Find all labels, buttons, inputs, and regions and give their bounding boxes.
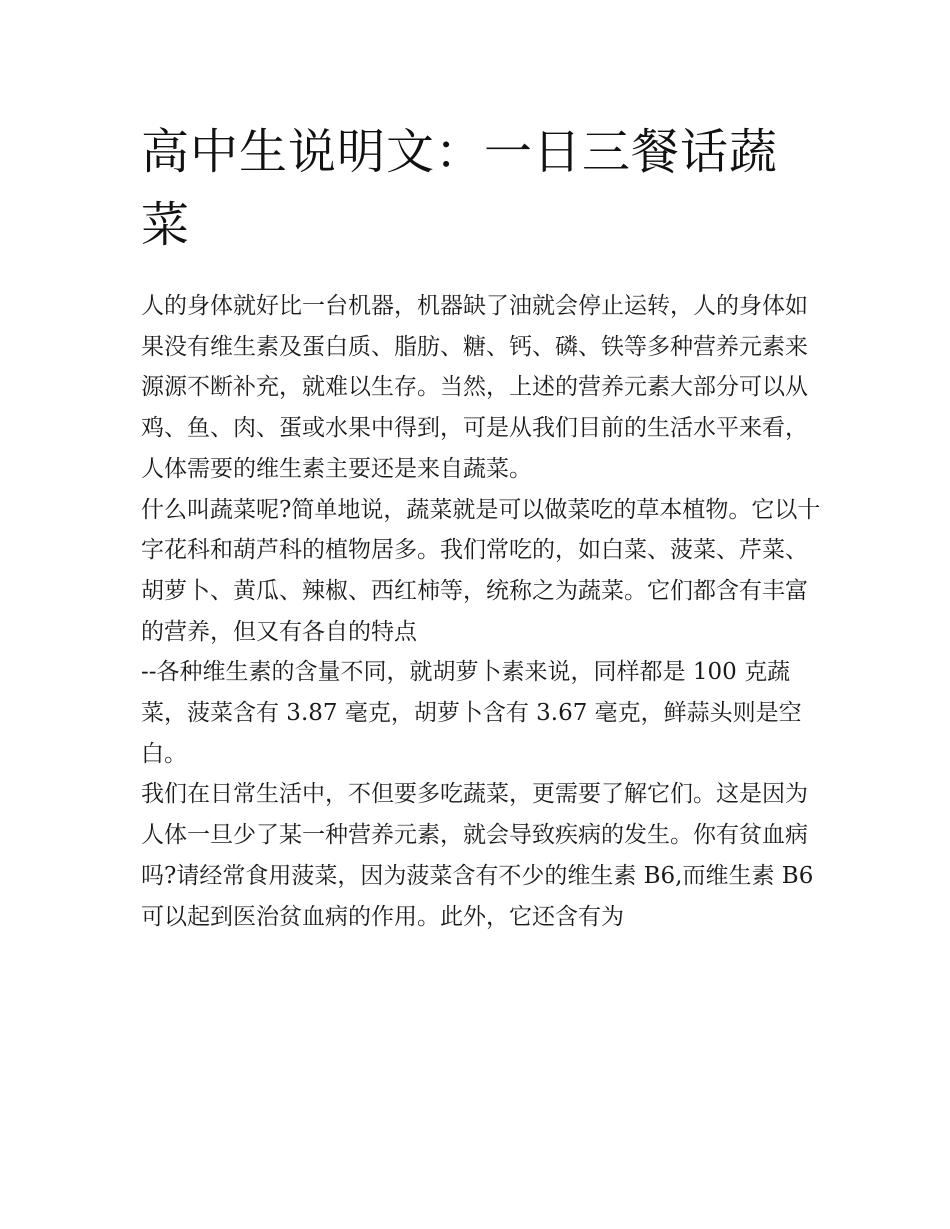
document-page <box>141 116 821 937</box>
paragraph-3: --各种维生素的含量不同，就胡萝卜素来说，同样都是 100 克蔬菜，菠菜含有 3.87 毫克，胡萝卜含有 3.67 毫克，鲜蒜头则是空白。 <box>141 659 802 767</box>
document-body <box>141 286 821 937</box>
document-title: 高中生说明文：一日三餐话蔬菜 <box>141 124 779 253</box>
paragraph-2: 什么叫蔬菜呢?简单地说，蔬菜就是可以做菜吃的草本植物。它以十字花科和葫芦科的植物居多。我们常吃的，如白菜、菠菜、芹菜、胡萝卜、黄瓜、辣椒、西红柿等，统称之为蔬菜。它们都含有丰富的营养，但又有各自的特点 <box>141 496 821 645</box>
paragraph-4: 我们在日常生活中，不但要多吃蔬菜，更需要了解它们。这是因为人体一旦少了某一种营养元素，就会导致疾病的发生。你有贫血病吗?请经常食用菠菜，因为菠菜含有不少的维生素 B6,而维生素 B6 可以起到医治贫血病的作用。此外，它还含有为 <box>141 781 814 930</box>
paragraph-1: 人的身体就好比一台机器，机器缺了油就会停止运转，人的身体如果没有维生素及蛋白质、脂肪、糖、钙、磷、铁等多种营养元素来源源不断补充，就难以生存。当然，上述的营养元素大部分可以从鸡、鱼、肉、蛋或水果中得到，可是从我们目前的生活水平来看，人体需要的维生素主要还是来自蔬菜。 <box>141 293 808 482</box>
